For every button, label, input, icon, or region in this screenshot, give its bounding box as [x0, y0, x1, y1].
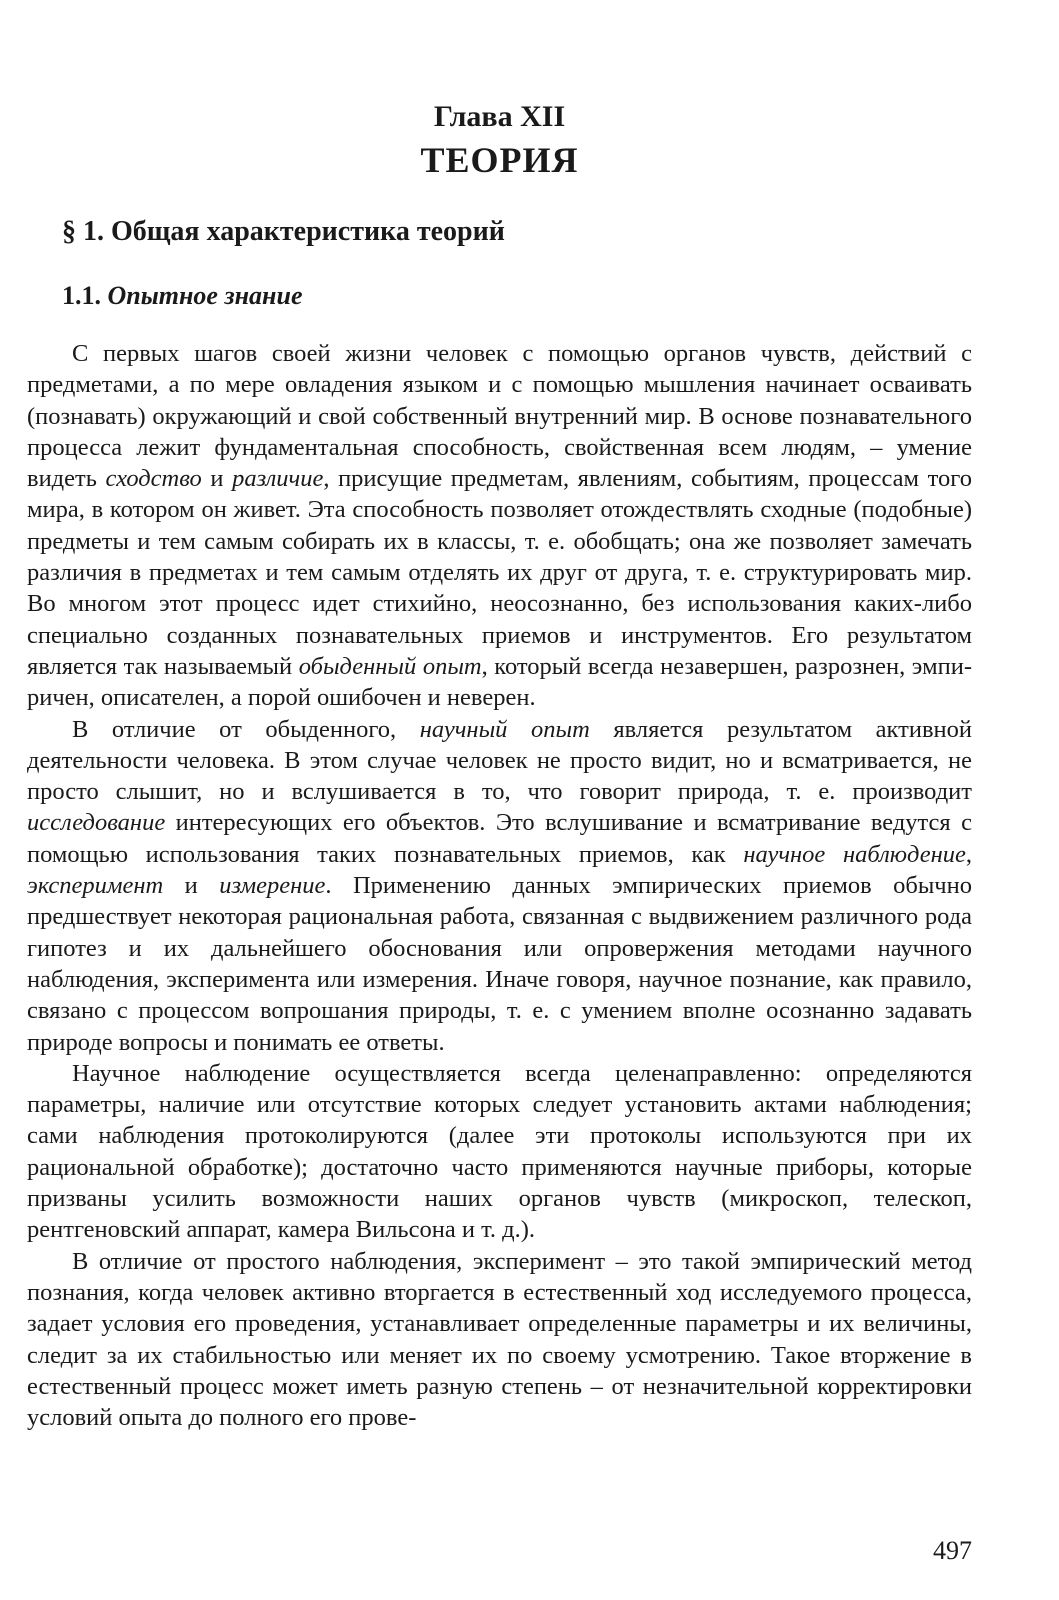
- paragraph: [27, 338, 972, 714]
- italic-term: эксперимент: [27, 872, 164, 900]
- text-run: ,: [965, 840, 973, 868]
- text-run: , который всегда незавершен, разрознен, эмпиричен, описателен, а порой ошибочен и неверен.: [27, 652, 972, 712]
- text-run: является результатом активной деятельности человека. В этом случае человек не просто видит, но и всматривается, не просто слышит, но и вслушивается в то, что говорит природа, т. е. производит: [27, 715, 972, 806]
- text-run: интересующих его объектов. Это вслушивание и всматривание ведутся с помощью использования таких познавательных приемов, как: [27, 809, 972, 868]
- paragraph: [27, 714, 972, 1058]
- text-run: и: [163, 872, 220, 900]
- italic-term: научное наблюдение: [743, 840, 966, 868]
- chapter-title: ТЕОРИЯ: [420, 140, 579, 180]
- text-run: В отличие от простого наблюдения, эксперимент – это такой эмпирический метод познания, когда человек активно вторгается в естественный ход исследуемого процесса, задает условия его проведения, устанавливает определенные параметры и их величины, следит за их стабильностью или меняет их по своему усмотрению. Такое вторжение в естественный процесс может иметь разную степень – от незначительной корректировки условий опыта до полного его прове-: [27, 1247, 972, 1432]
- text-run: . Применению данных эмпирических приемов обычно предшествует некоторая рациональная работа, связанная с выдвижением различного рода гипотез и их дальнейшего обоснования или опровержения методами научного наблюдения, эксперимента или измерения. Иначе говоря, научное познание, как правило, связано с процессом вопрошания природы, т. е. с умением вполне осознанно задавать природе вопросы и понимать ее ответы.: [27, 872, 972, 1056]
- text-run: В отличие от обыденного,: [72, 715, 420, 743]
- italic-term: различие: [232, 465, 324, 493]
- italic-term: обыденный опыт: [298, 652, 482, 680]
- subsection-heading: [62, 280, 303, 312]
- text-run: и: [201, 465, 233, 493]
- section-heading: § 1. Общая характеристика теорий: [62, 216, 505, 247]
- chapter-label: Глава XII: [433, 100, 566, 133]
- text-run: Научное наблюдение осуществляется всегда целенаправленно: определяются параметры, наличие или отсутствие которых следует установить актами наблюдения; сами наблюдения протоколируются (далее эти протоколы используются при их рациональной обработке); достаточно часто применяются научные приборы, которые призваны усилить возможности наших органов чувств (микроскоп, телескоп, рентгеновский аппарат, камера Вильсона и т. д.).: [27, 1059, 972, 1244]
- italic-term: научный опыт: [419, 715, 590, 743]
- text-run: С первых шагов своей жизни человек с помощью органов чувств, действий с предметами, а по мере овладения языком и с помощью мышления начинает осваивать (познавать) окружающий и свой собственный внутренний мир. В основе познавательного процесса лежит фундаментальная способность, свойственная всем людям, – умение видеть: [27, 340, 972, 493]
- text-run: , присущие предметам, явлениям, событиям, процессам того мира, в котором он живет. Эта способность позволяет отождествлять сходные (подобные) предметы и тем самым собирать их в классы, т. е. обобщать; она же позволяет замечать различия в предметах и тем самым отделять их друг от друга, т. е. структурировать мир. Во многом этот процесс идет стихийно, неосознанно, без использования каких-либо специально созданных познавательных приемов и инструментов. Его результатом является так называемый: [27, 465, 972, 680]
- body-text: [27, 338, 972, 1433]
- italic-term: сходство: [105, 465, 202, 493]
- book-page: [27, 0, 972, 1600]
- italic-term: измерение: [219, 872, 326, 900]
- paragraph: [27, 1058, 972, 1246]
- subsection-number: 1.1.: [62, 281, 101, 310]
- paragraph: [27, 1246, 972, 1434]
- subsection-title: Опытное знание: [107, 281, 303, 310]
- italic-term: исследование: [27, 809, 166, 837]
- page-number: 497: [933, 1536, 972, 1565]
